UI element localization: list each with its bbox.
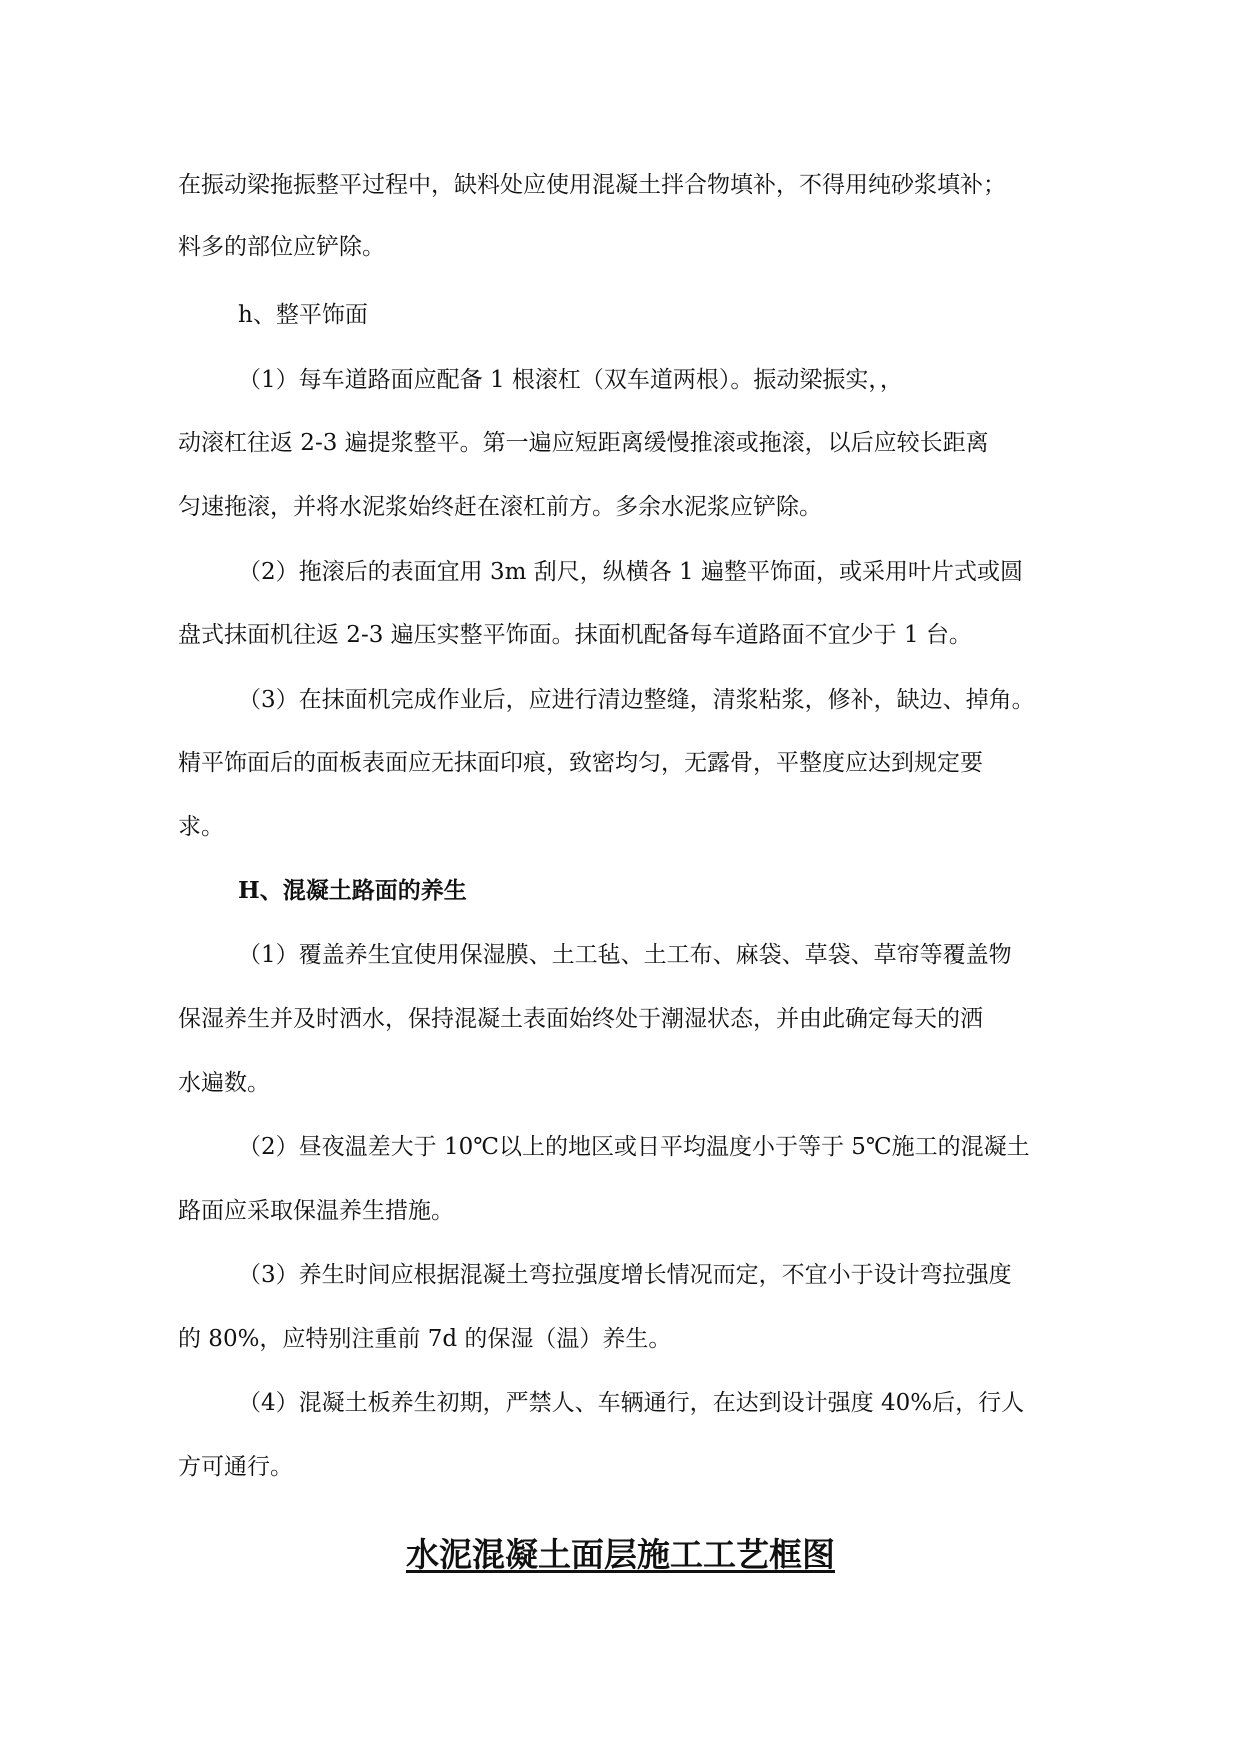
paragraph-line: 水遍数。 bbox=[178, 1070, 270, 1096]
paragraph-line: （1）覆盖养生宜使用保湿膜、土工毡、土工布、麻袋、草袋、草帘等覆盖物 bbox=[238, 942, 1012, 968]
paragraph-line: 匀速拖滚，并将水泥浆始终赶在滚杠前方。多余水泥浆应铲除。 bbox=[178, 494, 822, 520]
paragraph-line: 料多的部位应铲除。 bbox=[178, 234, 385, 260]
paragraph-line: 路面应采取保温养生措施。 bbox=[178, 1198, 454, 1224]
paragraph-line: 盘式抹面机往返 2-3 遍压实整平饰面。抹面机配备每车道路面不宜少于 1 台。 bbox=[178, 622, 972, 648]
section-heading-curing: H、混凝土路面的养生 bbox=[238, 877, 467, 904]
paragraph-line: （2）昼夜温差大于 10℃以上的地区或日平均温度小于等于 5℃施工的混凝土 bbox=[238, 1134, 1030, 1160]
paragraph-line: 求。 bbox=[178, 814, 224, 840]
section-heading-h: h、整平饰面 bbox=[238, 302, 368, 328]
paragraph-line: 保湿养生并及时洒水，保持混凝土表面始终处于潮湿状态，并由此确定每天的洒 bbox=[178, 1006, 983, 1032]
paragraph-line: 精平饰面后的面板表面应无抹面印痕，致密均匀，无露骨，平整度应达到规定要 bbox=[178, 750, 983, 776]
paragraph-line: （1）每车道路面应配备 1 根滚杠（双车道两根）。振动梁振实，， bbox=[238, 367, 903, 393]
paragraph-line: （4）混凝土板养生初期，严禁人、车辆通行，在达到设计强度 40%后，行人 bbox=[238, 1390, 1025, 1416]
paragraph-line: （2）拖滚后的表面宜用 3m 刮尺，纵横各 1 遍整平饰面，或采用叶片式或圆 bbox=[238, 559, 1023, 585]
paragraph-line: 在振动梁拖振整平过程中，缺料处应使用混凝土拌合物填补，不得用纯砂浆填补； bbox=[178, 172, 1006, 198]
paragraph-line: 方可通行。 bbox=[178, 1454, 293, 1480]
paragraph-line: （3）在抹面机完成作业后，应进行清边整缝，清浆粘浆，修补，缺边、掉角。 bbox=[238, 687, 1035, 713]
paragraph-line: （3）养生时间应根据混凝土弯拉强度增长情况而定，不宜小于设计弯拉强度 bbox=[238, 1262, 1012, 1288]
figure-title: 水泥混凝土面层施工工艺框图 bbox=[406, 1535, 835, 1574]
paragraph-line: 动滚杠往返 2-3 遍提浆整平。第一遍应短距离缓慢推滚或拖滚，以后应较长距离 bbox=[178, 430, 989, 456]
paragraph-line: 的 80%，应特别注重前 7d 的保湿（温）养生。 bbox=[178, 1326, 672, 1352]
